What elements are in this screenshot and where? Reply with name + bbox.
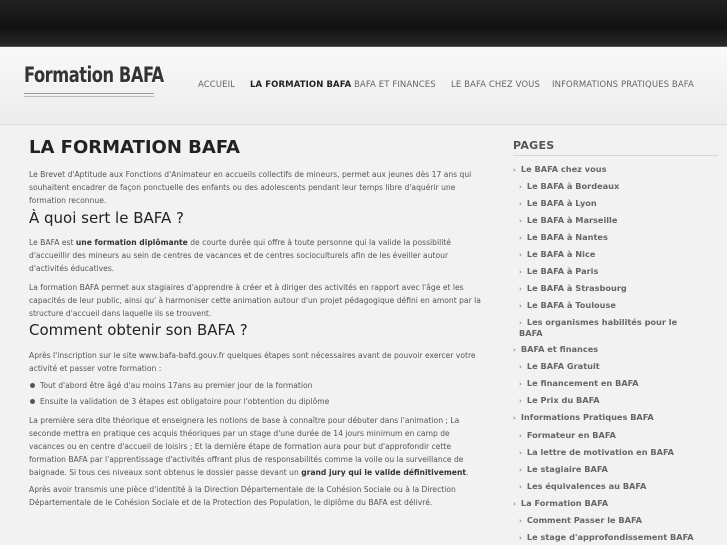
content-area [0, 125, 727, 545]
arrow-icon: › [519, 251, 522, 259]
arrow-icon: › [519, 183, 522, 191]
sidebar-item[interactable]: › Le stagiaire BAFA [519, 464, 608, 474]
arrow-icon: › [519, 517, 522, 525]
paragraph-2: La formation BAFA permet aux stagiaires d'apprendre à créer et à diriger des activités en rapport avec l'âge et les capacités de leur public, ainsi qu' à harmoniser cette animation autour d'un projet pédagogique défini en amont par la structure d'accueil dans laquelle ils se trouvent. [29, 283, 481, 318]
nav-la-formation-bafa[interactable]: LA FORMATION BAFA [250, 80, 352, 90]
list-item: Tout d'abord être âgé d'au moins 17ans au premier jour de la formation [29, 379, 481, 395]
arrow-icon: › [513, 166, 516, 174]
paragraph-5: Après avoir transmis une pièce d'identité à la Direction Départementale de la Cohésion Sociale ou à la Direction Départementale de le Cohésion Sociale et de la Protection des Population, le diplôme du BAFA est délivré. [29, 485, 456, 507]
sidebar-item[interactable]: › Les organismes habilités pour le BAFA [519, 317, 678, 338]
arrow-icon: › [513, 346, 516, 354]
top-bar [0, 0, 727, 47]
requirements-list [29, 379, 481, 411]
sidebar-item[interactable]: › La Formation BAFA [513, 498, 609, 508]
sidebar-item[interactable]: › Le BAFA à Lyon [519, 198, 597, 208]
sidebar-item[interactable]: › Le financement en BAFA [519, 378, 639, 388]
intro-paragraph: Le Brevet d'Aptitude aux Fonctions d'Animateur en accueils collectifs de mineurs, permet aux jeunes dès 17 ans qui souhaitent encadrer de façon ponctuelle des enfants ou des adolescents pendant leur temps libre d'aquérir une formation reconnue. [29, 170, 472, 205]
logo-underline-2 [24, 96, 154, 97]
sidebar-item[interactable]: › Le BAFA à Nantes [519, 232, 608, 242]
sidebar-item[interactable]: › Le BAFA à Marseille [519, 215, 618, 225]
sidebar-item[interactable]: › Le stage d'approfondissement BAFA [519, 532, 694, 542]
heading-comment-obtenir: Comment obtenir son BAFA ? [29, 321, 248, 339]
paragraph-4: La première sera dite théorique et enseignera les notions de base à connaître pour débuter dans l'animation ; La seconde mettra en pratique ces acquis théoriques par un stage d'une durée de 14 jours minimum en camp de vacances ou en centre d'accueil de loisirs ; Et la dernière étape de formation aura pour but d'approfondir cette formation BAFA par l'apprentissage d'activités offrant plus de responsabilités comme la voile ou la surveillance de baignade. Si tous ces niveaux sont obtenus le dossier passe devant un grand jury qui le valide définitivement. [29, 416, 469, 477]
arrow-icon: › [519, 363, 522, 371]
sidebar-item[interactable]: › Informations Pratiques BAFA [513, 412, 654, 422]
sidebar-item[interactable]: › Les équivalences au BAFA [519, 481, 647, 491]
nav-bafa-et-finances[interactable]: BAFA ET FINANCES [354, 80, 436, 90]
arrow-icon: › [519, 466, 522, 474]
arrow-icon: › [513, 414, 516, 422]
arrow-icon: › [519, 268, 522, 276]
sidebar-item[interactable]: › Le BAFA Gratuit [519, 361, 600, 371]
arrow-icon: › [519, 534, 522, 542]
bold-formation-diplomante: une formation diplômante [75, 238, 188, 247]
sidebar-divider [513, 155, 718, 156]
arrow-icon: › [519, 397, 522, 405]
page-title: LA FORMATION BAFA [29, 137, 240, 158]
sidebar-item[interactable]: › Formateur en BAFA [519, 430, 616, 440]
logo-underline [24, 93, 154, 94]
arrow-icon: › [519, 432, 522, 440]
heading-a-quoi-sert: À quoi sert le BAFA ? [29, 209, 184, 227]
arrow-icon: › [519, 380, 522, 388]
arrow-icon: › [519, 217, 522, 225]
sidebar-item[interactable]: › Le BAFA à Bordeaux [519, 181, 620, 191]
sidebar-item[interactable]: › Le BAFA à Strasbourg [519, 283, 627, 293]
arrow-icon: › [519, 319, 522, 327]
nav-informations-pratiques[interactable]: INFORMATIONS PRATIQUES BAFA [552, 80, 694, 90]
sidebar-item[interactable]: › Le BAFA chez vous [513, 164, 607, 174]
paragraph-1: Le BAFA est une formation diplômante de courte durée qui offre à toute personne qui la valide la possibilité d'accueillir des mineurs au sein de centres de vacances et de centres socioculturels afin de les éveiller autour d'activités éducatives. [29, 238, 451, 273]
site-header [0, 47, 727, 125]
arrow-icon: › [519, 285, 522, 293]
bold-grand-jury: grand jury qui le valide définitivement [301, 468, 466, 477]
arrow-icon: › [519, 200, 522, 208]
sidebar-item[interactable]: › Le BAFA à Nice [519, 249, 596, 259]
sidebar-item[interactable]: › Comment Passer le BAFA [519, 515, 643, 525]
sidebar-item[interactable]: › Le BAFA à Paris [519, 266, 599, 276]
list-item: Ensuite la validation de 3 étapes est obligatoire pour l'obtention du diplôme [29, 395, 481, 411]
arrow-icon: › [519, 302, 522, 310]
sidebar-item[interactable]: › BAFA et finances [513, 344, 599, 354]
sidebar-item[interactable]: › Le Prix du BAFA [519, 395, 600, 405]
site-logo[interactable]: Formation BAFA [24, 63, 164, 87]
arrow-icon: › [519, 234, 522, 242]
paragraph-3: Après l'inscription sur le site www.bafa-bafd.gouv.fr quelques étapes sont nécessaires avant de pouvoir exercer votre activité et passer votre formation : [29, 351, 476, 373]
sidebar-item[interactable]: › La lettre de motivation en BAFA [519, 447, 674, 457]
sidebar-title: PAGES [513, 139, 555, 152]
nav-le-bafa-chez-vous[interactable]: LE BAFA CHEZ VOUS [451, 80, 540, 90]
arrow-icon: › [513, 500, 516, 508]
nav-accueil[interactable]: ACCUEIL [198, 80, 236, 90]
sidebar-item[interactable]: › Le BAFA à Toulouse [519, 300, 616, 310]
arrow-icon: › [519, 483, 522, 491]
arrow-icon: › [519, 449, 522, 457]
